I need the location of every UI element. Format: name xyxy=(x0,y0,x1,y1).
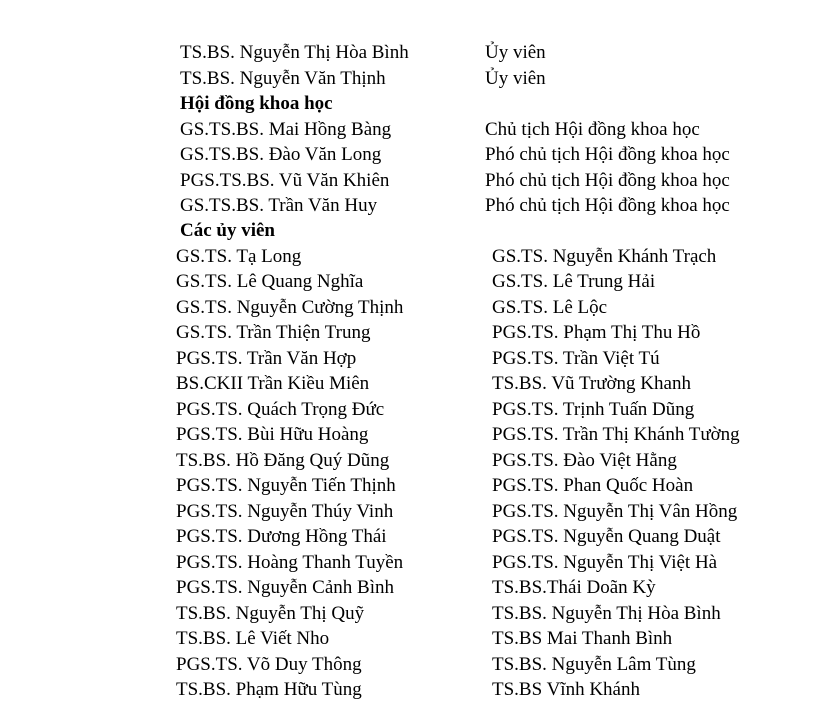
leadership-row xyxy=(0,66,836,91)
members-heading-row xyxy=(0,218,836,243)
member-role: Phó chủ tịch Hội đồng khoa học xyxy=(485,195,730,216)
member-name-right: TS.BS. Vũ Trường Khanh xyxy=(492,373,691,394)
member-name-left: PGS.TS. Nguyễn Cảnh Bình xyxy=(176,577,394,598)
member-name-left: BS.CKII Trần Kiều Miên xyxy=(176,373,370,394)
members-heading: Các ủy viên xyxy=(180,220,275,241)
member-row xyxy=(0,346,836,371)
member-name-right: PGS.TS. Nguyễn Quang Duật xyxy=(492,526,721,547)
leadership-row xyxy=(0,40,836,65)
member-row xyxy=(0,473,836,498)
member-name-right: PGS.TS. Trần Việt Tú xyxy=(492,348,660,369)
member-row xyxy=(0,371,836,396)
member-row xyxy=(0,295,836,320)
member-name-left: PGS.TS. Quách Trọng Đức xyxy=(176,399,385,420)
member-name-left: TS.BS. Phạm Hữu Tùng xyxy=(176,679,362,700)
member-name-left: PGS.TS. Trần Văn Hợp xyxy=(176,348,357,369)
member-row xyxy=(0,422,836,447)
member-row xyxy=(0,677,836,702)
member-name-right: TS.BS. Nguyễn Thị Hòa Bình xyxy=(492,603,721,624)
member-name: TS.BS. Nguyễn Thị Hòa Bình xyxy=(180,42,409,63)
member-name-left: TS.BS. Hồ Đăng Quý Dũng xyxy=(176,450,390,471)
member-name-right: GS.TS. Lê Lộc xyxy=(492,297,608,318)
member-name-right: PGS.TS. Phan Quốc Hoàn xyxy=(492,475,694,496)
council-heading-row xyxy=(0,91,836,116)
member-row xyxy=(0,575,836,600)
member-name-left: TS.BS. Lê Viết Nho xyxy=(176,628,330,649)
member-name-left: PGS.TS. Nguyễn Tiến Thịnh xyxy=(176,475,396,496)
member-name: TS.BS. Nguyễn Văn Thịnh xyxy=(180,68,386,89)
member-role: Ủy viên xyxy=(485,42,546,63)
member-row xyxy=(0,269,836,294)
council-row xyxy=(0,168,836,193)
member-role: Phó chủ tịch Hội đồng khoa học xyxy=(485,144,730,165)
member-name-right: TS.BS.Thái Doãn Kỳ xyxy=(492,577,656,598)
member-row xyxy=(0,601,836,626)
member-name: PGS.TS.BS. Vũ Văn Khiên xyxy=(180,170,390,191)
council-row xyxy=(0,117,836,142)
member-name-left: PGS.TS. Hoàng Thanh Tuyền xyxy=(176,552,404,573)
member-name-right: PGS.TS. Đào Việt Hằng xyxy=(492,450,677,471)
member-row xyxy=(0,626,836,651)
member-name-right: GS.TS. Nguyễn Khánh Trạch xyxy=(492,246,717,267)
member-name-left: PGS.TS. Nguyễn Thúy Vinh xyxy=(176,501,394,522)
member-name-left: GS.TS. Trần Thiện Trung xyxy=(176,322,371,343)
member-row xyxy=(0,448,836,473)
member-name: GS.TS.BS. Đào Văn Long xyxy=(180,144,382,165)
member-role: Ủy viên xyxy=(485,68,546,89)
member-row xyxy=(0,499,836,524)
member-name-right: PGS.TS. Nguyễn Thị Việt Hà xyxy=(492,552,718,573)
member-name: GS.TS.BS. Trần Văn Huy xyxy=(180,195,378,216)
member-name-right: TS.BS. Nguyễn Lâm Tùng xyxy=(492,654,696,675)
member-name-left: PGS.TS. Bùi Hữu Hoàng xyxy=(176,424,369,445)
member-row xyxy=(0,244,836,269)
member-name: GS.TS.BS. Mai Hồng Bàng xyxy=(180,119,392,140)
member-name-right: GS.TS. Lê Trung Hải xyxy=(492,271,656,292)
member-name-left: PGS.TS. Dương Hồng Thái xyxy=(176,526,387,547)
member-row xyxy=(0,524,836,549)
member-name-left: TS.BS. Nguyễn Thị Quỹ xyxy=(176,603,365,624)
member-row xyxy=(0,320,836,345)
council-row xyxy=(0,193,836,218)
council-heading: Hội đồng khoa học xyxy=(180,93,333,114)
member-name-right: PGS.TS. Nguyễn Thị Vân Hồng xyxy=(492,501,738,522)
member-row xyxy=(0,550,836,575)
member-row xyxy=(0,652,836,677)
member-name-right: TS.BS Vĩnh Khánh xyxy=(492,679,640,700)
member-name-right: PGS.TS. Phạm Thị Thu Hồ xyxy=(492,322,701,343)
member-name-right: PGS.TS. Trần Thị Khánh Tường xyxy=(492,424,740,445)
member-role: Phó chủ tịch Hội đồng khoa học xyxy=(485,170,730,191)
member-name-left: GS.TS. Nguyễn Cường Thịnh xyxy=(176,297,404,318)
member-name-right: TS.BS Mai Thanh Bình xyxy=(492,628,673,649)
member-name-right: PGS.TS. Trịnh Tuấn Dũng xyxy=(492,399,695,420)
member-row xyxy=(0,397,836,422)
member-name-left: PGS.TS. Võ Duy Thông xyxy=(176,654,362,675)
council-row xyxy=(0,142,836,167)
member-name-left: GS.TS. Tạ Long xyxy=(176,246,302,267)
member-name-left: GS.TS. Lê Quang Nghĩa xyxy=(176,271,364,292)
member-role: Chủ tịch Hội đồng khoa học xyxy=(485,119,700,140)
